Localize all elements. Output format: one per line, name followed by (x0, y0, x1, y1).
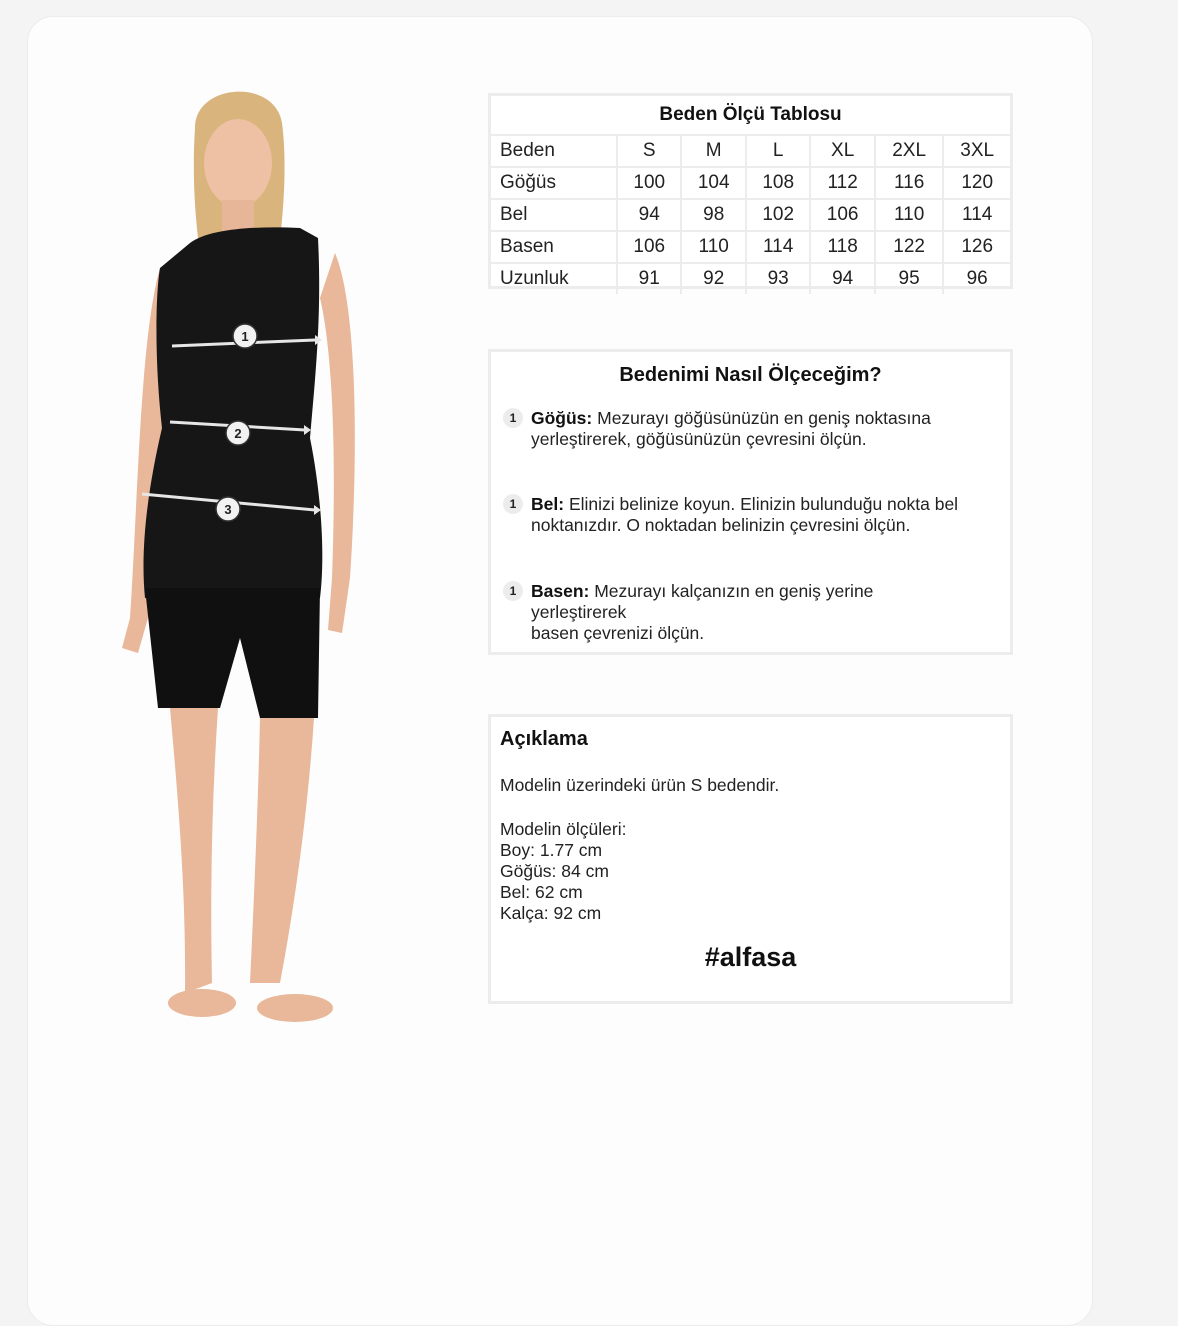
step-text-line1: Mezurayı kalçanızın en geniş yerine yerleştirerek (531, 581, 874, 622)
measure-step-waist (503, 494, 973, 536)
row-label: Uzunluk (491, 263, 617, 294)
chest-measure-arrow (315, 335, 322, 345)
hip-marker (216, 497, 240, 521)
table-cell: 108 (746, 167, 810, 199)
step-term: Bel: (531, 494, 565, 514)
size-chart-title: Beden Ölçü Tablosu (491, 96, 1010, 136)
table-cell: 120 (943, 167, 1010, 199)
model-chest: Göğüs: 84 cm (500, 861, 609, 881)
chest-marker (233, 324, 257, 348)
model-right-arm (320, 253, 355, 633)
model-photo (100, 78, 370, 1038)
model-face (204, 119, 272, 207)
size-chart (488, 93, 1013, 289)
table-cell: 96 (943, 263, 1010, 294)
measure-step-chest (503, 408, 973, 450)
table-cell: 94 (810, 263, 874, 294)
table-cell: 106 (617, 231, 681, 263)
table-row (491, 263, 1010, 294)
table-cell: 110 (875, 199, 944, 231)
table-header-row (491, 136, 1010, 167)
brand-tag: #alfasa (704, 942, 797, 972)
header-cell: XL (810, 136, 874, 167)
table-cell: 114 (746, 231, 810, 263)
measure-guide (488, 349, 1013, 655)
model-hip: Kalça: 92 cm (500, 903, 602, 923)
row-label: Bel (491, 199, 617, 231)
description-title: Açıklama (500, 728, 588, 750)
model-left-leg (170, 708, 218, 993)
model-height: Boy: 1.77 cm (500, 840, 603, 860)
table-row (491, 199, 1010, 231)
measurements-title: Modelin ölçüleri: (500, 819, 627, 839)
step-text-line2: yerleştirerek, göğüsünüzün çevresini ölçün. (531, 429, 867, 449)
measure-step-hip (503, 581, 973, 644)
table-row (491, 167, 1010, 199)
model-waist: Bel: 62 cm (500, 882, 583, 902)
table-cell: 116 (875, 167, 944, 199)
header-cell: Beden (491, 136, 617, 167)
table-row (491, 231, 1010, 263)
step-number-badge: 1 (503, 581, 523, 601)
description-box (488, 714, 1013, 1004)
model-right-foot (257, 994, 333, 1022)
step-term: Basen: (531, 581, 590, 601)
table-cell: 102 (746, 199, 810, 231)
row-label: Basen (491, 231, 617, 263)
waist-marker (226, 421, 250, 445)
step-number-badge: 1 (503, 494, 523, 514)
measure-guide-title: Bedenimi Nasıl Ölçeceğim? (619, 364, 882, 386)
table-cell: 106 (810, 199, 874, 231)
table-cell: 95 (875, 263, 944, 294)
model-top (144, 227, 323, 598)
model-right-leg (250, 718, 314, 983)
step-text-line1: Elinizi belinize koyun. Elinizin bulunduğu nokta bel (568, 494, 959, 514)
table-cell: 100 (617, 167, 681, 199)
table-cell: 104 (681, 167, 745, 199)
svg-text:2: 2 (234, 426, 242, 441)
table-cell: 98 (681, 199, 745, 231)
table-cell: 93 (746, 263, 810, 294)
row-label: Göğüs (491, 167, 617, 199)
table-cell: 110 (681, 231, 745, 263)
product-size-note: Modelin üzerindeki ürün S bedendir. (500, 775, 780, 795)
model-left-foot (168, 989, 236, 1017)
header-cell: 3XL (943, 136, 1010, 167)
svg-text:3: 3 (224, 502, 232, 517)
svg-text:1: 1 (241, 329, 249, 344)
model-shorts (145, 588, 320, 718)
step-text-line2: noktanızdır. O noktadan belinizin çevresini ölçün. (531, 515, 911, 535)
table-cell: 94 (617, 199, 681, 231)
step-term: Göğüs: (531, 408, 593, 428)
header-cell: 2XL (875, 136, 944, 167)
table-cell: 114 (943, 199, 1010, 231)
step-number-badge: 1 (503, 408, 523, 428)
table-cell: 118 (810, 231, 874, 263)
table-cell: 126 (943, 231, 1010, 263)
step-text-line1: Mezurayı göğüsünüzün en geniş noktasına (597, 408, 931, 428)
header-cell: L (746, 136, 810, 167)
header-cell: M (681, 136, 745, 167)
size-table (491, 136, 1010, 294)
table-cell: 92 (681, 263, 745, 294)
step-text-line2: basen çevrenizi ölçün. (531, 623, 705, 643)
table-cell: 122 (875, 231, 944, 263)
table-cell: 91 (617, 263, 681, 294)
header-cell: S (617, 136, 681, 167)
table-cell: 112 (810, 167, 874, 199)
